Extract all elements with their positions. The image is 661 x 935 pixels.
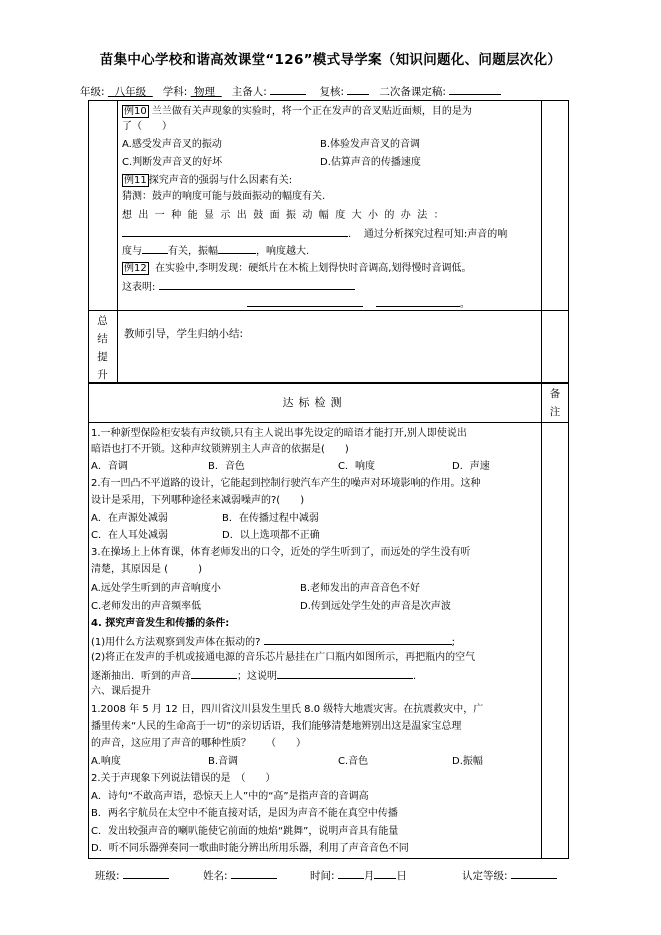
question-2-option-d: D．以上选项都不正确	[222, 530, 320, 541]
question-1-option-b: B．音色	[208, 461, 245, 472]
observe-method-blank[interactable]	[264, 634, 452, 645]
question-3-option-c: C.老师发出的声音频率低	[91, 601, 202, 612]
question-1-line1: 1.一种新型保险柜安装有声纹锁,只有主人说出事先设定的暗语才能打开,别人即使说出	[91, 428, 467, 439]
table-divider	[541, 100, 542, 383]
footer-grade: 认定等级:	[462, 868, 557, 883]
after-q1-option-b: B.音调	[208, 756, 239, 767]
grade-label: 年级:	[80, 86, 105, 98]
grade-value: 八年级	[114, 86, 147, 98]
question-1-option-c: C．响度	[338, 461, 375, 472]
summary-text: 教师引导，学生归纳小结:	[124, 328, 244, 340]
question-4-part2-line2: 逐渐抽出．听到的声音 ；这说明 .	[91, 668, 416, 683]
loudness-factor-blank[interactable]	[142, 243, 168, 254]
preparer-label: 主备人:	[231, 86, 267, 98]
sound-change-blank[interactable]	[191, 668, 237, 679]
example-10-option-c: C.判断发声音叉的好坏	[122, 157, 223, 168]
subject-label: 学科:	[162, 86, 188, 98]
table-divider	[117, 100, 118, 383]
second-prep-label: 二次备课定稿:	[379, 86, 446, 98]
question-2-option-b: B．在传播过程中减弱	[222, 513, 319, 524]
after-q1-option-c: C.音色	[338, 756, 369, 767]
explanation-blank[interactable]	[277, 668, 413, 679]
question-1-line2: 暗语也打不开锁。这种声纹锁辨别主人声音的依据是( )	[91, 444, 349, 455]
remark-label: 备 注	[549, 388, 561, 418]
example-12-tag: 例12	[124, 263, 147, 274]
example-12-conclusion-line2: 。	[122, 296, 470, 311]
example-11-tag: 例11	[124, 175, 147, 186]
preparer-blank[interactable]	[270, 84, 306, 95]
question-2-line2: 设计是采用，下列哪种途径来减弱噪声的?( )	[91, 495, 305, 506]
example-10-tag: 例10	[124, 106, 147, 117]
question-2-line1: 2.有一凹凸不平道路的设计，它能起到控制行驶汽车产生的噪声对环境影响的作用。这种	[91, 478, 481, 489]
conclusion-blank-3[interactable]	[376, 296, 460, 307]
month-blank[interactable]	[338, 868, 364, 879]
question-4-part2-line1: (2)将正在发声的手机或接通电源的音乐芯片悬挂在广口瓶内如图所示，再把瓶内的空气	[91, 652, 476, 663]
reviewer-label: 复核:	[319, 86, 345, 98]
after-q2-option-b: B．两名宇航员在太空中不能直接对话，是因为声音不能在真空中传播	[91, 808, 398, 819]
question-3-option-d: D.传到远处学生处的声音是次声波	[300, 601, 451, 612]
example-12-stem: 例12 在实验中,李明发现：硬纸片在木梳上划得快时音调高,划得慢时音调低。	[124, 263, 472, 274]
footer-name: 姓名:	[203, 868, 277, 883]
question-3-option-a: A.远处学生听到的声音响度小	[91, 583, 221, 594]
reviewer-blank[interactable]	[347, 84, 369, 95]
after-q1-line1: 1.2008 年 5 月 12 日，四川省汶川县发生里氏 8.0 级特大地震灾害。在抗震救灾中，广	[91, 704, 484, 715]
question-2-option-c: C．在人耳处减弱	[91, 530, 168, 541]
after-q1-line2: 播里传来“人民的生命高于一切”的亲切话语，我们能够清楚地辨别出这是温家宝总理	[91, 721, 462, 732]
day-blank[interactable]	[374, 868, 396, 879]
conclusion-blank-2[interactable]	[247, 296, 363, 307]
page-title: 苗集中心学校和谐高效课堂“126”模式导学案（知识问题化、问题层次化）	[99, 52, 562, 68]
name-blank[interactable]	[231, 868, 277, 879]
method-answer-blank[interactable]	[122, 226, 348, 237]
header-meta	[80, 84, 501, 99]
question-3-line1: 3.在操场上上体育课，体育老师发出的口令，近处的学生听到了，而远处的学生没有听	[91, 547, 471, 558]
after-q1-option-a: A.响度	[91, 756, 121, 767]
after-q2-option-c: C．发出较强声音的喇叭能使它前面的烛焰“跳舞”，说明声音具有能量	[91, 826, 399, 837]
question-4-part1: (1)用什么方法观察到发声体在振动的? ;	[91, 634, 455, 649]
question-4-title: 4. 探究声音发生和传播的条件:	[91, 618, 230, 629]
after-q2-option-d: D．听不同乐器弹奏同一歌曲时能分辨出所用乐器，利用了声音音色不同	[91, 843, 409, 854]
question-3-line2: 清楚，其原因是 ( )	[91, 564, 202, 575]
example-10-option-b: B.体验发声音叉的音调	[320, 139, 421, 150]
amplitude-blank[interactable]	[218, 243, 256, 254]
subject-value: 物理	[194, 86, 216, 98]
table-divider	[88, 422, 569, 423]
example-10-stem: 例10 兰兰做有关声现象的实验时，将一个正在发声的音叉贴近面颊，目的是为	[124, 106, 472, 117]
example-11-method: 想出一种能显示出鼓面振动幅度大小的办法：	[122, 210, 450, 221]
table-divider	[541, 383, 542, 859]
summary-side-label: 总 结 提 升	[97, 315, 108, 381]
after-q2-option-a: A．诗句“不敢高声语，恐惊天上人”中的“高”是指声音的音调高	[91, 791, 369, 802]
after-q1-line3: 的声音，这应用了声音的哪种性质？ （ ）	[91, 738, 306, 749]
example-10-option-d: D.估算声音的传播速度	[320, 157, 421, 168]
after-class-heading: 六、课后提升	[91, 686, 151, 697]
class-blank[interactable]	[123, 868, 169, 879]
footer-class: 班级:	[95, 868, 169, 883]
question-3-option-b: B.老师发出的声音音色不好	[300, 583, 421, 594]
example-10-stem-cont: 了（ ）	[122, 121, 172, 132]
question-1-option-d: D．声速	[452, 461, 490, 472]
grade-level-blank[interactable]	[511, 868, 557, 879]
example-10-option-a: A.感受发声音叉的振动	[122, 139, 222, 150]
example-11-conclusion: 度与 有关，振幅 ，响度越大.	[122, 243, 309, 258]
test-heading: 达标检测	[282, 396, 347, 409]
after-q2-title: 2.关于声现象下列说法错误的是 （ ）	[91, 773, 276, 784]
question-2-option-a: A．在声源处减弱	[91, 513, 168, 524]
after-q1-option-d: D.振幅	[452, 756, 483, 767]
example-12-conclusion-line: 这表明:	[122, 279, 355, 294]
example-11-guess: 猜测：鼓声的响度可能与鼓面振动的幅度有关.	[122, 191, 326, 202]
example-11-stem: 例11 探究声音的强弱与什么因素有关:	[124, 175, 293, 186]
footer-time: 时间: 月 日	[310, 870, 407, 882]
conclusion-blank-1[interactable]	[159, 279, 355, 290]
question-1-option-a: A．音调	[91, 461, 128, 472]
second-prep-blank[interactable]	[449, 84, 501, 95]
example-11-analysis-line: . 通过分析探究过程可知:声音的响	[122, 226, 507, 241]
